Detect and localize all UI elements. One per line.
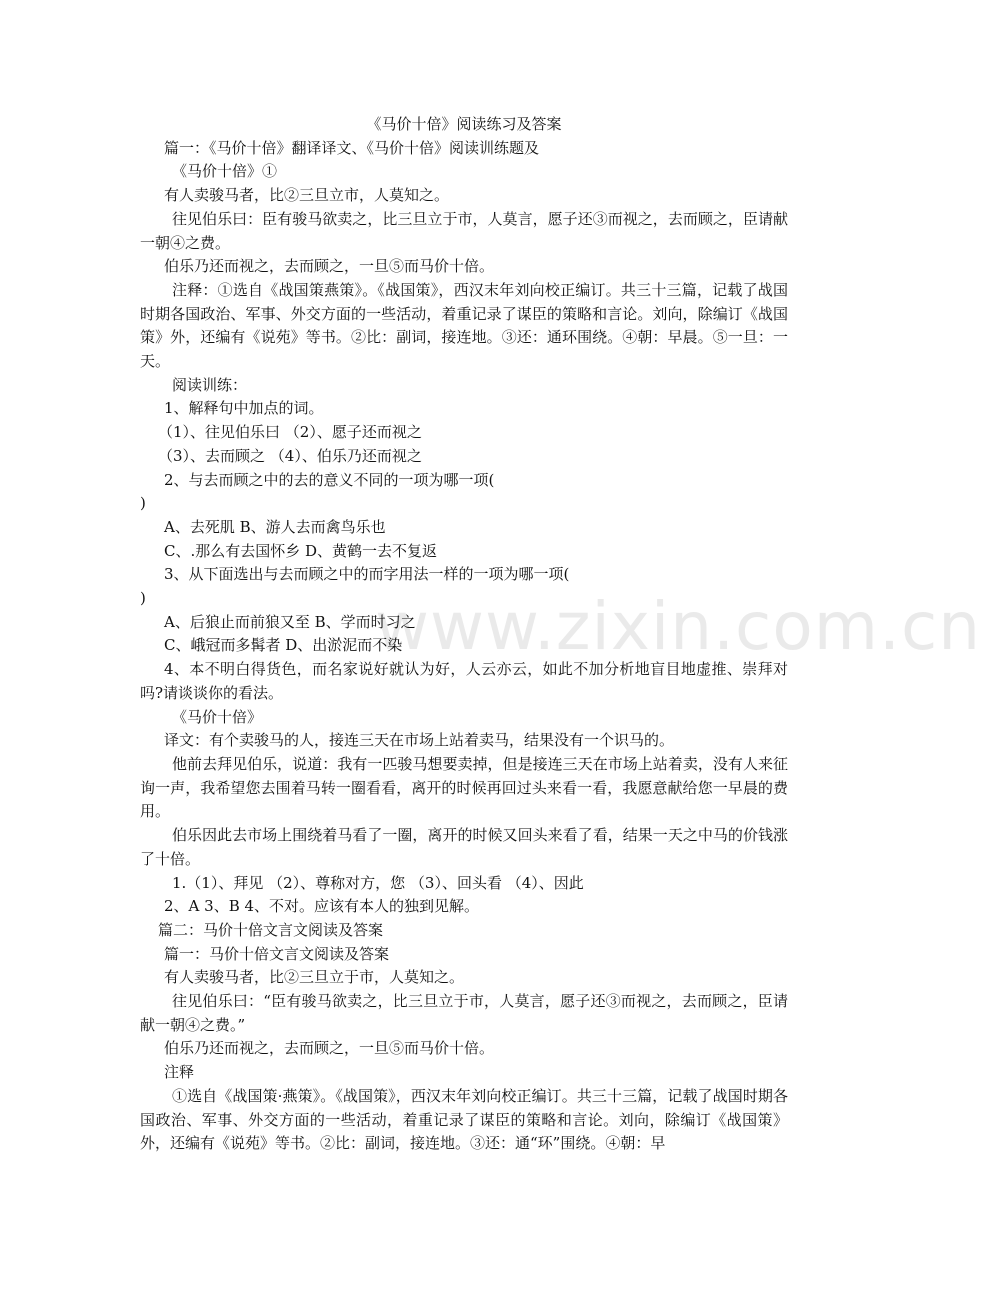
section-heading: 篇一：《马价十倍》翻译译文、《马价十倍》阅读训练题及 bbox=[164, 138, 540, 157]
question: 1、解释句中加点的词。 bbox=[164, 399, 324, 418]
annotation-paragraph: 注释：①选自《战国策燕策》。《战国策》，西汉末年刘向校正编订。共三十三篇，记载了战国时期各国政治、军事、外交方面的一些活动，着重记录了谋臣的策略和言论。刘向，除编订《战国策》外，还编有《说苑》等书。②比：副词，接连地。③还：通环围绕。④朝：早晨。⑤一旦：一天。 bbox=[140, 280, 788, 371]
watermark: www.zixin.com.cn bbox=[375, 588, 981, 665]
paragraph: 伯乐乃还而视之，去而顾之，一旦⑤而马价十倍。 bbox=[164, 257, 495, 276]
question-continuation: ) bbox=[140, 589, 146, 608]
paragraph: 伯乐乃还而视之，去而顾之，一旦⑤而马价十倍。 bbox=[164, 1039, 495, 1058]
annotation-paragraph: ①选自《战国策·燕策》。《战国策》，西汉末年刘向校正编订。共三十三篇，记载了战国时期各国政治、军事、外交方面的一些活动，着重记录了谋臣的策略和言论。刘向，除编订《战国策》外，还编有《说苑》等书。②比：副词，接连地。③还：通“环”围绕。④朝：早 bbox=[140, 1086, 788, 1153]
translation: 伯乐因此去市场上围绕着马看了一圈，离开的时候又回头来看了看，结果一天之中马的价钱涨了十倍。 bbox=[140, 826, 788, 868]
paragraph: 往见伯乐曰：臣有骏马欲卖之，比三旦立于市，人莫言，愿子还③而视之，去而顾之，臣请献一朝④之费。 bbox=[140, 209, 788, 252]
paragraph: 《马价十倍》① bbox=[172, 162, 278, 181]
translation: 译文：有个卖骏马的人，接连三天在市场上站着卖马，结果没有一个识马的。 bbox=[164, 731, 675, 750]
translation: 他前去拜见伯乐，说道：我有一匹骏马想要卖掉，但是接连三天在市场上站着卖，没有人来征询一声，我希望您去围着马转一圈看看，离开的时候再回过头来看一看，我愿意献给您一早晨的费用。 bbox=[140, 754, 788, 821]
question-item: （3）、去而顾之 （4）、伯乐乃还而视之 bbox=[158, 446, 422, 465]
question-option: C、.那么有去国怀乡 D、黄鹤一去不复返 bbox=[164, 541, 438, 560]
answer: 1.（1）、拜见 （2）、尊称对方，您 （3）、回头看 （4）、因此 bbox=[172, 873, 584, 892]
paragraph: 往见伯乐曰：“臣有骏马欲卖之，比三旦立于市，人莫言，愿子还③而视之，去而顾之，臣请献一朝④之费。” bbox=[140, 992, 788, 1034]
paragraph: 《马价十倍》 bbox=[172, 707, 263, 726]
question-option: A、后狼止而前狼又至 B、学而时习之 bbox=[164, 612, 416, 631]
paragraph: 注释 bbox=[164, 1063, 195, 1082]
page-title: 《马价十倍》阅读练习及答案 bbox=[366, 115, 562, 133]
question: 2、与去而顾之中的去的意义不同的一项为哪一项( bbox=[164, 470, 495, 489]
paragraph: 有人卖骏马者，比②三旦立市，人莫知之。 bbox=[164, 186, 450, 205]
question: 3、从下面选出与去而顾之中的而字用法一样的一项为哪一项( bbox=[164, 565, 570, 584]
question: 4、本不明白得货色，而名家说好就认为好，人云亦云，如此不加分析地盲目地虚推、崇拜对吗?请谈谈你的看法。 bbox=[140, 660, 788, 702]
paragraph: 阅读训练： bbox=[172, 375, 248, 394]
document-page bbox=[140, 113, 788, 1156]
answer: 2、A 3、B 4、不对。应该有本人的独到见解。 bbox=[164, 897, 480, 916]
question-option: C、峨冠而多髯者 D、出淤泥而不染 bbox=[164, 636, 403, 655]
question-item: （1）、往见伯乐曰 （2）、愿子还而视之 bbox=[158, 423, 422, 442]
question-continuation: ) bbox=[140, 494, 146, 513]
question-option: A、去死肌 B、游人去而禽鸟乐也 bbox=[164, 517, 386, 536]
paragraph: 有人卖骏马者，比②三旦立于市，人莫知之。 bbox=[164, 968, 465, 987]
section-heading: 篇二：马价十倍文言文阅读及答案 bbox=[158, 920, 384, 939]
section-heading: 篇一：马价十倍文言文阅读及答案 bbox=[164, 944, 390, 963]
